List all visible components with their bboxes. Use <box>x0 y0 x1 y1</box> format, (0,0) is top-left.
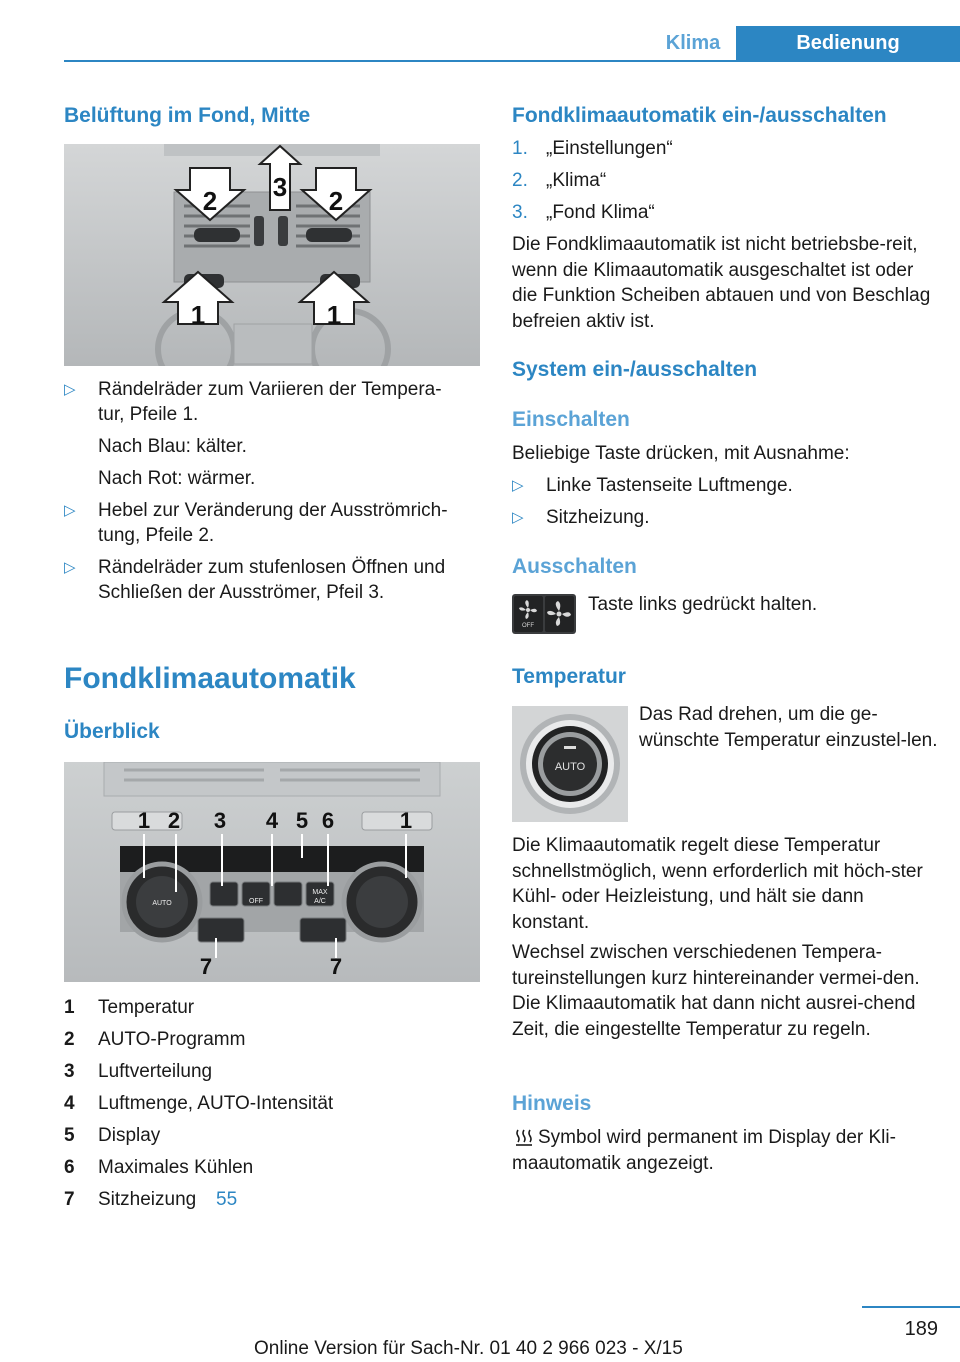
legend-num: 4 <box>64 1093 75 1114</box>
panel-label-7-left: 7 <box>199 954 213 979</box>
legend-num: 6 <box>64 1157 75 1178</box>
step-text: „Einstellungen“ <box>546 138 673 159</box>
paragraph-rad-drehen: Das Rad drehen, um die ge-wünschte Temperatur einzustel-len. <box>639 704 938 751</box>
belueftung-item-3-line-2: Schließen der Ausströmer, Pfeil 3. <box>98 582 385 603</box>
control-panel-illustration <box>64 762 480 982</box>
off-button-image <box>512 594 576 634</box>
belueftung-item-2-line-2: tung, Pfeile 2. <box>98 525 215 546</box>
panel-label-1-right: 1 <box>399 808 413 833</box>
legend-num: 3 <box>64 1061 75 1082</box>
belueftung-item-1-line-2: tur, Pfeile 1. <box>98 404 199 425</box>
legend-text: Luftverteilung <box>98 1061 213 1082</box>
legend-text: Display <box>98 1125 161 1146</box>
bullet-triangle-icon: ▷ <box>64 559 76 576</box>
paragraph-wechsel: Wechsel zwischen verschiedenen Tempera-tureinstellungen kurz hintereinander vermei-den. Die Klimaautomatik hat dann nicht ausrei-chend Zeit, die eingestellte Temperatur zu regeln. <box>512 942 920 1040</box>
heading-hinweis: Hinweis <box>512 1092 592 1115</box>
panel-max-label: MAX <box>312 889 328 896</box>
bullet-triangle-icon: ▷ <box>512 509 524 526</box>
panel-auto-label: AUTO <box>152 900 172 907</box>
vent-arrow-2-label: 2 <box>202 186 218 216</box>
belueftung-item-1-sub-2: Nach Rot: wärmer. <box>98 468 256 489</box>
vent-arrow-1-label: 1 <box>190 300 206 330</box>
legend-text: Luftmenge, AUTO-Intensität <box>98 1093 334 1114</box>
ausnahme-item: Linke Tastenseite Luftmenge. <box>546 475 793 496</box>
off-button-label: OFF <box>522 623 534 629</box>
vent-photo <box>64 144 480 366</box>
legend-num: 5 <box>64 1125 75 1146</box>
panel-ac-label: A/C <box>314 898 326 905</box>
legend-text: AUTO-Programm <box>98 1029 246 1050</box>
heading-einschalten: Einschalten <box>512 408 630 431</box>
header-rule <box>64 60 960 62</box>
fan-off-icon <box>512 594 576 634</box>
step-num: 1. <box>512 138 528 159</box>
legend-num: 7 <box>64 1189 75 1210</box>
paragraph-nicht-betriebsbereit: Die Fondklimaautomatik ist nicht betriebsbe-reit, wenn die Klimaautomatik ausgeschaltet ist oder die Funktion Scheiben abtauen und von Beschlag befreien aktiv ist. <box>512 234 931 332</box>
vent-illustration <box>64 144 480 366</box>
heading-system: System ein-/ausschalten <box>512 358 758 381</box>
ausnahme-item: Sitzheizung. <box>546 507 650 528</box>
legend-num: 2 <box>64 1029 75 1050</box>
legend-text: Maximales Kühlen <box>98 1157 254 1178</box>
legend-text: Temperatur <box>98 997 195 1018</box>
paragraph-regelt: Die Klimaautomatik regelt diese Temperatur schnellstmöglich, wenn erforderlich mit höch-ster Kühl- oder Heizleistung, und hält sie dann konstant. <box>512 835 923 933</box>
belueftung-item-1-line-1: Rändelräder zum Variieren der Tempera- <box>98 379 442 400</box>
legend-text: Sitzheizung <box>98 1189 197 1210</box>
bullet-triangle-icon: ▷ <box>64 502 76 519</box>
heading-ein-ausschalten: Fondklimaautomatik ein-/ausschalten <box>512 104 887 127</box>
legend-num: 1 <box>64 997 75 1018</box>
bullet-triangle-icon: ▷ <box>64 381 76 398</box>
header-tab-klima[interactable]: Klima <box>665 32 721 54</box>
step-text: „Fond Klima“ <box>546 202 655 223</box>
belueftung-item-2-line-1: Hebel zur Veränderung der Ausströmrich- <box>98 500 448 521</box>
panel-label-6: 6 <box>321 808 335 833</box>
footer-online-version: Online Version für Sach-Nr. 01 40 2 966 023 - X/15 <box>254 1338 683 1359</box>
vent-arrow-2-label: 2 <box>328 186 344 216</box>
control-panel-photo <box>64 762 480 982</box>
step-num: 3. <box>512 202 528 223</box>
temperature-knob-icon <box>512 706 628 822</box>
heading-ausschalten: Ausschalten <box>512 555 637 578</box>
heading-fondklimaautomatik: Fondklimaautomatik <box>64 662 356 695</box>
heading-belueftung: Belüftung im Fond, Mitte <box>64 104 311 127</box>
step-num: 2. <box>512 170 528 191</box>
panel-label-7-right: 7 <box>329 954 343 979</box>
vent-arrow-1-label: 1 <box>326 300 342 330</box>
paragraph-beliebige-taste: Beliebige Taste drücken, mit Ausnahme: <box>512 443 850 464</box>
page-ref-link[interactable]: 55 <box>216 1189 238 1210</box>
panel-label-2: 2 <box>167 808 181 833</box>
paragraph-taste-links: Taste links gedrückt halten. <box>588 594 818 615</box>
header-tab-bedienung[interactable]: Bedienung <box>736 26 960 60</box>
panel-off-label: OFF <box>249 898 263 905</box>
panel-label-5: 5 <box>295 808 309 833</box>
page-number: 189 <box>904 1318 938 1340</box>
step-text: „Klima“ <box>546 170 607 191</box>
bullet-triangle-icon: ▷ <box>512 477 524 494</box>
vent-arrow-3-label: 3 <box>272 172 288 202</box>
belueftung-item-1-sub-1: Nach Blau: kälter. <box>98 436 247 457</box>
belueftung-item-3-line-1: Rändelräder zum stufenlosen Öffnen und <box>98 557 446 578</box>
paragraph-hinweis: Symbol wird permanent im Display der Kli-maautomatik angezeigt. <box>512 1127 896 1174</box>
temperature-knob-image <box>512 706 628 822</box>
panel-label-4: 4 <box>265 808 279 833</box>
panel-label-1: 1 <box>137 808 151 833</box>
temp-knob-auto-label: AUTO <box>554 761 586 773</box>
footer-rule <box>862 1306 960 1308</box>
heading-temperatur: Temperatur <box>512 665 626 688</box>
panel-label-3: 3 <box>213 808 227 833</box>
heading-ueberblick: Überblick <box>64 720 160 743</box>
